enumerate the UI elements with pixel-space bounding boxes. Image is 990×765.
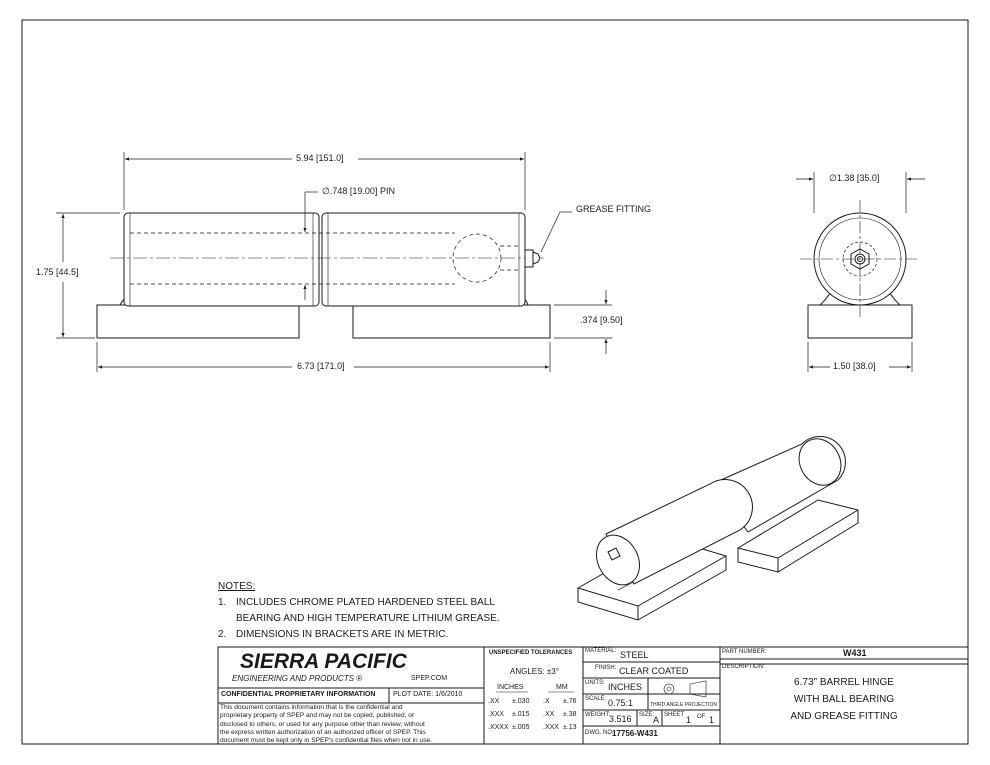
size-label: SIZE: — [639, 712, 655, 718]
notes-block — [218, 579, 500, 643]
finish-value: CLEAR COATED — [619, 666, 689, 676]
tolerances-title: UNSPECIFIED TOLERANCES — [489, 650, 573, 656]
company-subtitle: ENGINEERING AND PRODUCTS ® — [232, 674, 363, 683]
part-number-label: PART NUMBER: — [722, 649, 767, 655]
of-label: OF — [697, 714, 706, 720]
description: 6.73" BARREL HINGE WITH BALL BEARING AND GREASE FITTING — [790, 677, 898, 722]
grease-fitting-label: GREASE FITTING — [576, 204, 652, 214]
weight-label: WEIGHT: — [585, 712, 610, 718]
note-1-cont: BEARING AND HIGH TEMPERATURE LITHIUM GREASE. — [236, 613, 500, 624]
company-name: SIERRA PACIFIC — [240, 650, 407, 673]
dim-base-length: 6.73 [171.0] — [297, 361, 345, 371]
mm-header: MM — [556, 684, 568, 691]
material-label: MATERIAL: — [585, 648, 617, 654]
sheet-label: SHEET — [664, 712, 685, 718]
note-2: 2. DIMENSIONS IN BRACKETS ARE IN METRIC. — [218, 629, 449, 640]
units-value: INCHES — [608, 682, 643, 692]
dim-height: 1.75 [44.5] — [36, 267, 79, 277]
angles: ANGLES: ±3° — [510, 667, 559, 676]
scale-value: 0.75:1 — [608, 698, 634, 708]
right-base-plate — [353, 305, 550, 338]
description-label: DESCRIPTION: — [722, 664, 765, 670]
isometric-view — [578, 431, 858, 620]
of-total: 1 — [709, 715, 715, 725]
scale-label: SCALE: — [585, 696, 607, 702]
company-website: SPEP.COM — [411, 675, 448, 682]
dim-pin: ∅.748 [19.00] PIN — [322, 186, 395, 196]
dwg-no-value: 17756-W431 — [612, 729, 658, 738]
finish-label: FINISH: — [595, 665, 617, 671]
dim-side-width: 1.50 [38.0] — [833, 361, 876, 371]
left-barrel — [124, 213, 319, 306]
note-1: 1. INCLUDES CHROME PLATED HARDENED STEEL BALL — [218, 597, 495, 608]
sheet-value: 1 — [686, 715, 692, 725]
tolerance-row-2: .XXX ±.015 .XX ±.38 — [488, 711, 577, 718]
units-label: UNITS: — [585, 680, 605, 686]
tolerance-row-3: .XXXX ±.005 .XXX ±.13 — [488, 724, 577, 731]
left-base-plate — [97, 305, 299, 338]
side-view — [800, 200, 920, 338]
plot-date: PLOT DATE: 1/6/2010 — [393, 691, 463, 698]
part-number-value: W431 — [843, 648, 867, 658]
dim-overall-length: 5.94 [151.0] — [296, 153, 344, 163]
grease-fitting — [525, 250, 533, 267]
dim-barrel-diameter: ∅1.38 [35.0] — [829, 173, 880, 183]
size-value: A — [653, 715, 660, 725]
notes-title: NOTES: — [218, 581, 256, 592]
front-view — [97, 213, 550, 338]
right-barrel — [322, 213, 525, 306]
disclaimer: This document contains information that is the confidential and proprietary property of SPEP and may not be copied, published, or disclosed to others, or used for any purpose other than review, without the express written authorization of an authorized officer of SPEP. This document must be kept only in SPEP's confidential files when not in use. — [220, 704, 433, 745]
projection-label: THIRD ANGLE PROJECTION — [650, 702, 717, 708]
inches-header: INCHES — [497, 684, 524, 691]
material-value: STEEL — [620, 650, 649, 660]
tolerance-row-1: .XX ±.030 .X ±.76 — [488, 698, 577, 705]
weight-value: 3.516 — [609, 714, 632, 724]
confidential-label: CONFIDENTIAL PROPRIETARY INFORMATION — [221, 691, 376, 698]
dwg-no-label: DWG. NO. — [585, 730, 614, 736]
dim-base-thickness: .374 [9.50] — [580, 315, 623, 325]
